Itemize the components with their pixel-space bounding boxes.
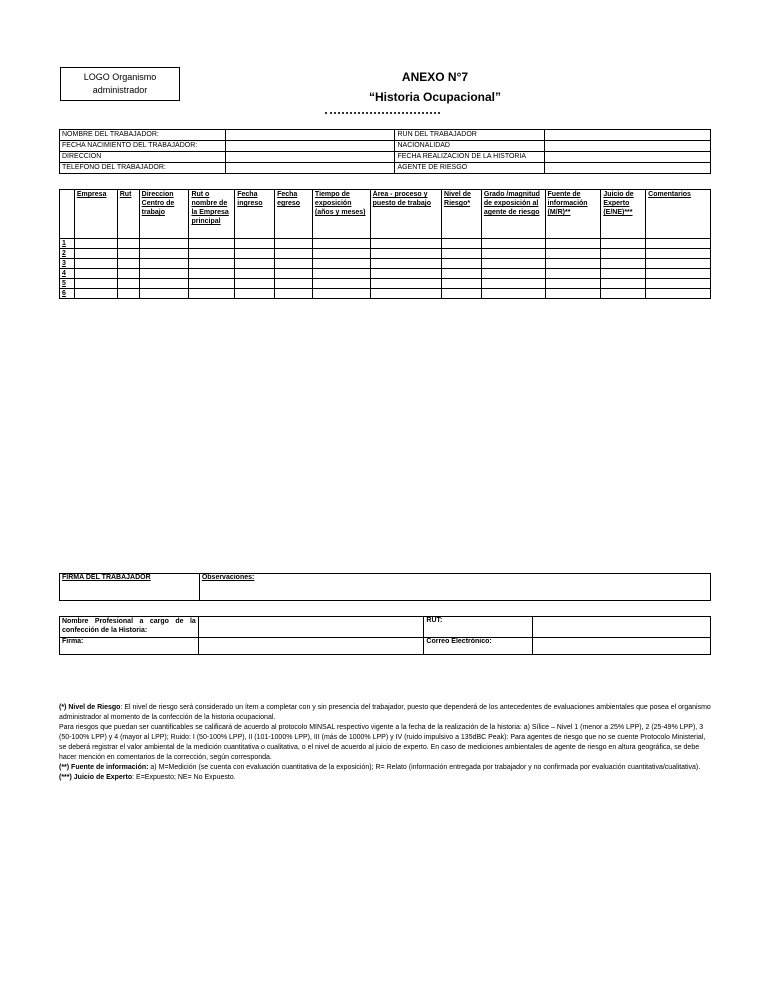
history-cell bbox=[275, 279, 313, 289]
worker-field-label: AGENTE DE RIESGO bbox=[395, 163, 545, 174]
history-cell bbox=[370, 269, 441, 279]
history-cell bbox=[545, 259, 601, 269]
cropped-subtitle-line bbox=[325, 112, 440, 119]
footnote-info-source: (**) Fuente de información: a) M=Medición (se cuenta con evaluación cuantitativa de la exposición); R= Relato (información entregada por trabajador y no confirmada por evaluación cuantitativa/cualitativa). bbox=[59, 764, 701, 771]
worker-field-label: NOMBRE DEL TRABAJADOR: bbox=[60, 130, 226, 141]
history-cell bbox=[545, 249, 601, 259]
history-row bbox=[60, 249, 711, 259]
history-cell bbox=[442, 259, 482, 269]
logo-text: LOGO Organismo administrador bbox=[83, 72, 157, 95]
history-column-header: Juicio de Experto (E/NE)*** bbox=[601, 190, 646, 239]
history-column-header: Nivel de Riesgo* bbox=[442, 190, 482, 239]
history-cell bbox=[481, 259, 545, 269]
history-column-header: Área - proceso y puesto de trabajo bbox=[370, 190, 441, 239]
history-cell bbox=[74, 239, 117, 249]
history-cell bbox=[646, 249, 711, 259]
history-cell bbox=[189, 259, 235, 269]
history-cell bbox=[117, 249, 139, 259]
history-cell bbox=[646, 239, 711, 249]
worker-field-label: DIRECCION bbox=[60, 152, 226, 163]
history-cell bbox=[74, 289, 117, 299]
history-cell bbox=[370, 239, 441, 249]
history-cell bbox=[235, 239, 275, 249]
history-cell bbox=[117, 239, 139, 249]
history-cell bbox=[646, 279, 711, 289]
worker-info-table bbox=[59, 129, 711, 174]
history-column-header: Tiempo de exposición (años y meses) bbox=[312, 190, 370, 239]
worker-field-label: RUN DEL TRABAJADOR bbox=[395, 130, 545, 141]
history-cell bbox=[442, 289, 482, 299]
worker-field-label: NACIONALIDAD bbox=[395, 141, 545, 152]
history-cell bbox=[646, 289, 711, 299]
history-column-header: Fuente de información (M/R)** bbox=[545, 190, 601, 239]
history-column-header bbox=[60, 190, 75, 239]
history-cell bbox=[545, 269, 601, 279]
history-row bbox=[60, 279, 711, 289]
worker-field-value bbox=[225, 130, 395, 141]
professional-email-label: Correo Electrónico: bbox=[424, 638, 533, 655]
history-cell bbox=[139, 249, 189, 259]
annex-title: ANEXO N°7 bbox=[401, 70, 469, 84]
history-row-number: 1 bbox=[60, 239, 75, 249]
history-cell bbox=[275, 239, 313, 249]
observations-label: Observaciones: bbox=[199, 574, 710, 601]
history-cell bbox=[139, 239, 189, 249]
history-cell bbox=[442, 269, 482, 279]
worker-info-row bbox=[60, 163, 711, 174]
history-cell bbox=[275, 289, 313, 299]
history-cell bbox=[370, 259, 441, 269]
history-cell bbox=[74, 269, 117, 279]
history-cell bbox=[275, 269, 313, 279]
history-row-number: 2 bbox=[60, 249, 75, 259]
worker-field-value bbox=[545, 141, 711, 152]
worker-field-label: FECHA REALIZACION DE LA HISTORIA bbox=[395, 152, 545, 163]
history-column-header: Rut bbox=[117, 190, 139, 239]
history-cell bbox=[481, 239, 545, 249]
worker-info-row bbox=[60, 152, 711, 163]
history-cell bbox=[601, 289, 646, 299]
history-cell bbox=[189, 279, 235, 289]
professional-email-cell bbox=[533, 638, 711, 655]
history-cell bbox=[370, 279, 441, 289]
history-row-number: 4 bbox=[60, 269, 75, 279]
history-cell bbox=[74, 279, 117, 289]
history-cell bbox=[139, 269, 189, 279]
history-cell bbox=[601, 279, 646, 289]
history-cell bbox=[481, 289, 545, 299]
history-column-header: Fecha ingreso bbox=[235, 190, 275, 239]
history-column-header: Empresa bbox=[74, 190, 117, 239]
occupational-history-table bbox=[59, 189, 711, 299]
worker-field-label: TELEFONO DEL TRABAJADOR: bbox=[60, 163, 226, 174]
history-row-number: 5 bbox=[60, 279, 75, 289]
history-row-number: 3 bbox=[60, 259, 75, 269]
worker-signature-label: FIRMA DEL TRABAJADOR bbox=[60, 574, 200, 601]
history-cell bbox=[139, 279, 189, 289]
history-row-number: 6 bbox=[60, 289, 75, 299]
history-cell bbox=[442, 239, 482, 249]
history-cell bbox=[312, 269, 370, 279]
worker-field-value bbox=[545, 152, 711, 163]
history-cell bbox=[442, 249, 482, 259]
history-cell bbox=[189, 249, 235, 259]
worker-info-row bbox=[60, 141, 711, 152]
history-cell bbox=[117, 289, 139, 299]
history-cell bbox=[275, 259, 313, 269]
history-column-header: Direccion Centro de trabajo bbox=[139, 190, 189, 239]
professional-rut-cell bbox=[533, 617, 711, 638]
history-cell bbox=[74, 259, 117, 269]
professional-name-cell bbox=[198, 617, 424, 638]
history-cell bbox=[235, 279, 275, 289]
history-row bbox=[60, 239, 711, 249]
history-column-header: Rut o nombre de la Empresa principal bbox=[189, 190, 235, 239]
history-cell bbox=[370, 289, 441, 299]
history-cell bbox=[275, 249, 313, 259]
history-cell bbox=[312, 239, 370, 249]
worker-field-value bbox=[225, 163, 395, 174]
history-cell bbox=[646, 269, 711, 279]
history-row bbox=[60, 269, 711, 279]
document-title: “Historia Ocupacional” bbox=[368, 90, 502, 104]
professional-name-label: Nombre Profesional a cargo de la confección de la Historia: bbox=[60, 617, 199, 638]
history-cell bbox=[189, 239, 235, 249]
history-cell bbox=[545, 279, 601, 289]
footnotes bbox=[59, 703, 711, 783]
history-cell bbox=[312, 249, 370, 259]
history-cell bbox=[312, 289, 370, 299]
history-cell bbox=[312, 259, 370, 269]
history-cell bbox=[117, 279, 139, 289]
history-cell bbox=[117, 269, 139, 279]
history-cell bbox=[370, 249, 441, 259]
history-cell bbox=[74, 249, 117, 259]
history-cell bbox=[235, 269, 275, 279]
worker-field-value bbox=[225, 152, 395, 163]
history-cell bbox=[235, 249, 275, 259]
worker-field-value bbox=[225, 141, 395, 152]
professional-signature-cell bbox=[198, 638, 424, 655]
history-cell bbox=[189, 289, 235, 299]
history-cell bbox=[545, 239, 601, 249]
history-cell bbox=[601, 239, 646, 249]
footnote-risk-quantifiable: Para riesgos que puedan ser cuantificables se calificará de acuerdo al protocolo MINSAL respectivo vigente a la fecha de la realización de la historia: a) Sílice – Nivel 1 (menor a 25% LPP), 2 (25-49% LPP), 3 (50-100% LPP) y 4 (mayor al LPP); Ruido: I (50-100% LPP), II (101-1000% LPP), III (más de 1000% LPP) y IV (ruido impulsivo a 135dBC Peak): Para agentes de riesgo que no se cuente Protocolo Ministerial, se deberá registrar el valor ambiental de la medición cuantitativa o cualitativa, o el nivel de acuerdo al juicio de experto. En caso de mediciones ambientales de agente de riesgo en altura geográfica, se debe hacer mención en comentarios de la corrección, según corresponda. bbox=[59, 724, 706, 761]
history-cell bbox=[481, 279, 545, 289]
history-cell bbox=[139, 289, 189, 299]
worker-field-label: FECHA NACIMIENTO DEL TRABAJADOR: bbox=[60, 141, 226, 152]
professional-signature-label: Firma: bbox=[60, 638, 199, 655]
professional-rut-label: RUT: bbox=[424, 617, 533, 638]
history-row bbox=[60, 259, 711, 269]
history-cell bbox=[189, 269, 235, 279]
history-cell bbox=[601, 259, 646, 269]
history-cell bbox=[646, 259, 711, 269]
worker-info-row bbox=[60, 130, 711, 141]
footnote-expert-judgment: (***) Juicio de Experto: E=Expuesto; NE= No Expuesto. bbox=[59, 774, 236, 781]
worker-field-value bbox=[545, 130, 711, 141]
history-cell bbox=[481, 249, 545, 259]
worker-field-value bbox=[545, 163, 711, 174]
history-cell bbox=[442, 279, 482, 289]
history-column-header: Comentarios bbox=[646, 190, 711, 239]
logo-placeholder bbox=[60, 67, 180, 101]
history-column-header: Fecha egreso bbox=[275, 190, 313, 239]
professional-table bbox=[59, 616, 711, 655]
history-row bbox=[60, 289, 711, 299]
footnote-risk-level: (*) Nivel de Riesgo: El nivel de riesgo será considerado un ítem a completar con y sin presencia del trabajador, puesto que dependerá de los antecedentes de evaluaciones ambientales que posea el organismo administrador al momento de la confección de la historia ocupacional. bbox=[59, 704, 711, 721]
history-cell bbox=[139, 259, 189, 269]
worker-signature-table bbox=[59, 573, 711, 601]
history-cell bbox=[312, 279, 370, 289]
history-cell bbox=[601, 249, 646, 259]
history-cell bbox=[235, 259, 275, 269]
history-cell bbox=[235, 289, 275, 299]
history-cell bbox=[601, 269, 646, 279]
history-cell bbox=[117, 259, 139, 269]
history-cell bbox=[545, 289, 601, 299]
history-cell bbox=[481, 269, 545, 279]
history-column-header: Grado /magnitud de exposición al agente de riesgo bbox=[481, 190, 545, 239]
